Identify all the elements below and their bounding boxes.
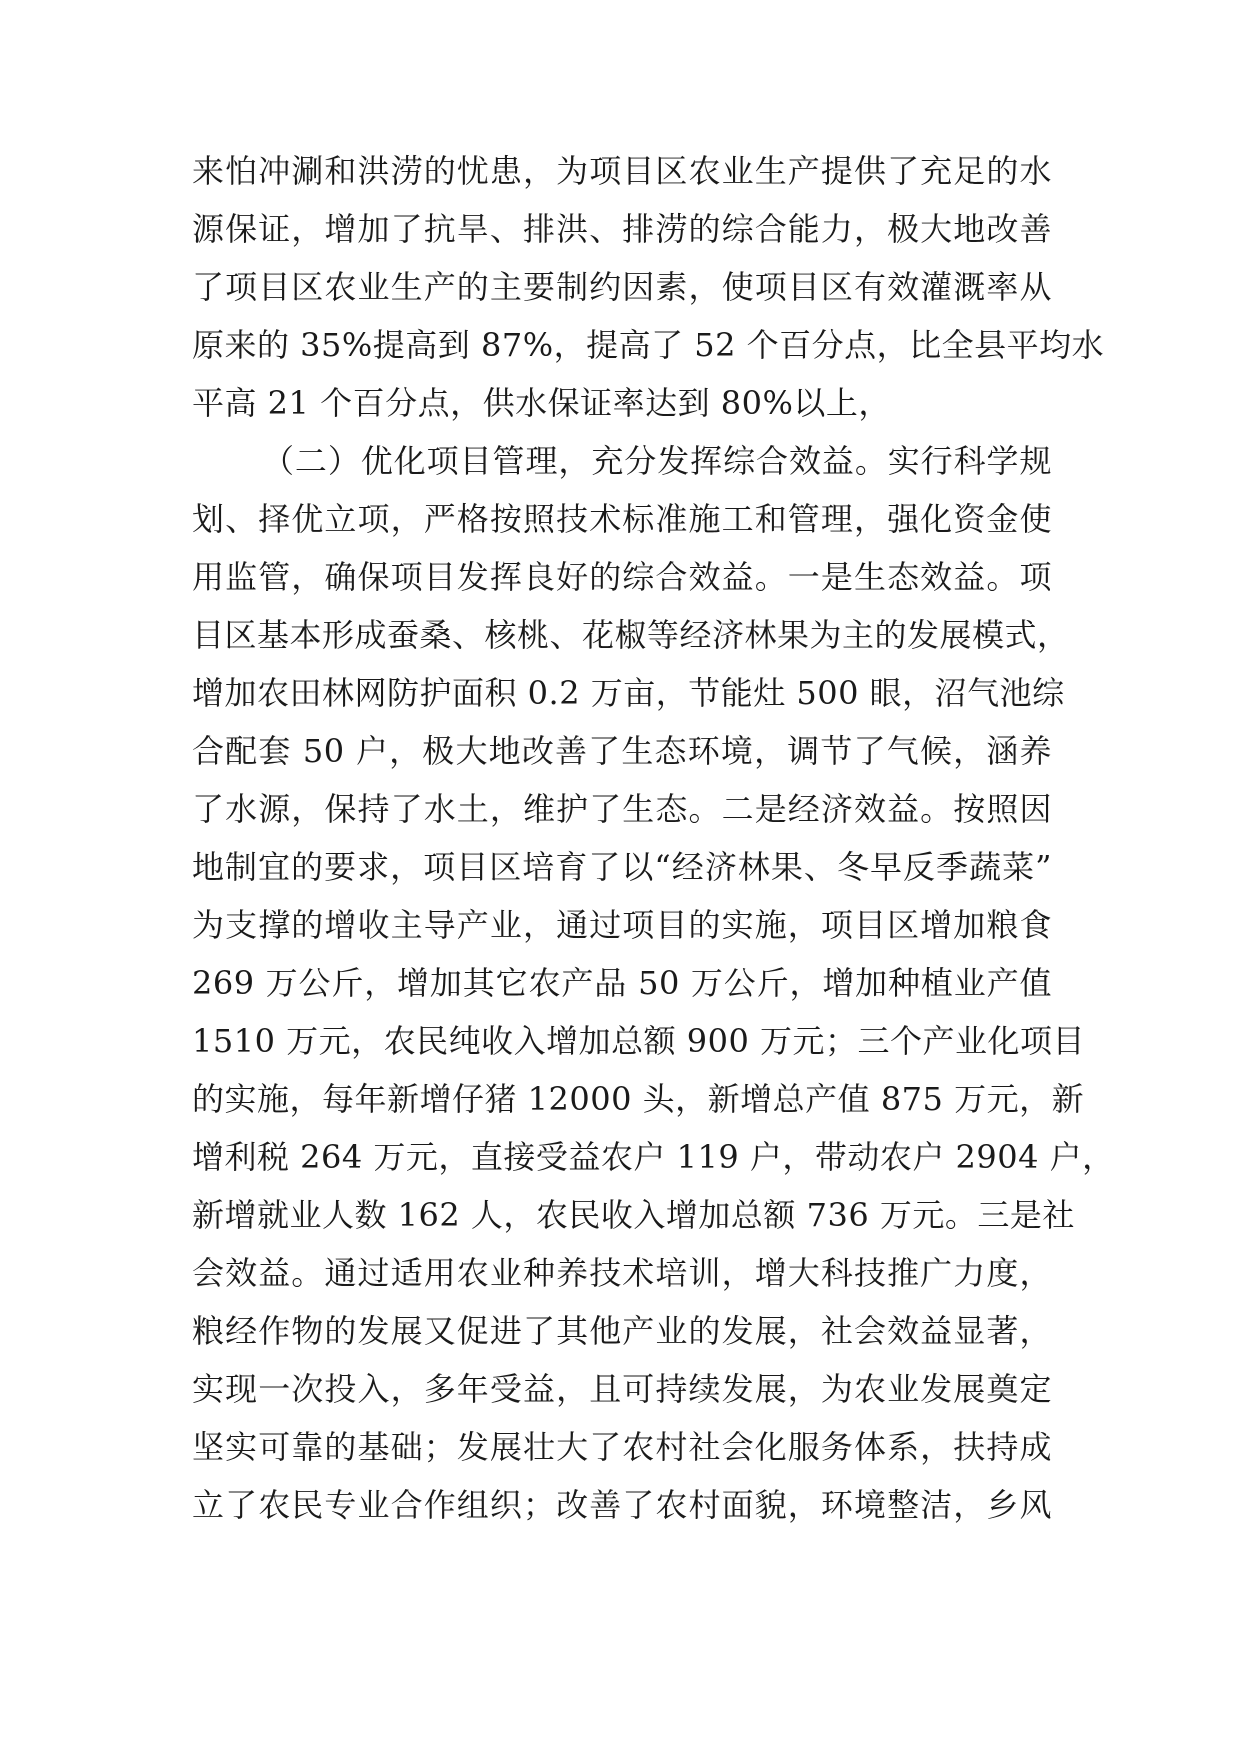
text-line: 了水源，保持了水土，维护了生态。二是经济效益。按照因 bbox=[192, 790, 1052, 828]
text-line: 实现一次投入，多年受益，且可持续发展，为农业发展奠定 bbox=[192, 1370, 1052, 1408]
text-line: 平高 21 个百分点，供水保证率达到 80%以上， bbox=[192, 384, 891, 422]
text-line: 原来的 35%提高到 87%，提高了 52 个百分点，比全县平均水 bbox=[192, 326, 1105, 364]
text-line: 会效益。通过适用农业种养技术培训，增大科技推广力度， bbox=[192, 1254, 1052, 1292]
text-line: 划、择优立项，严格按照技术标准施工和管理，强化资金使 bbox=[192, 500, 1052, 538]
text-line: 增加农田林网防护面积 0.2 万亩，节能灶 500 眼，沼气池综 bbox=[192, 674, 1065, 712]
text-line: 目区基本形成蚕桑、核桃、花椒等经济林果为主的发展模式， bbox=[192, 616, 1070, 654]
text-line: 用监管，确保项目发挥良好的综合效益。一是生态效益。项 bbox=[192, 558, 1052, 596]
text-line: 1510 万元，农民纯收入增加总额 900 万元；三个产业化项目 bbox=[192, 1022, 1086, 1060]
text-line: 地制宜的要求，项目区培育了以“经济林果、冬早反季蔬菜” bbox=[192, 848, 1052, 886]
text-line: 源保证，增加了抗旱、排洪、排涝的综合能力，极大地改善 bbox=[192, 210, 1052, 248]
paragraph-heading-line: （二）优化项目管理，充分发挥综合效益。实行科学规 bbox=[262, 442, 1052, 480]
text-line: 合配套 50 户，极大地改善了生态环境，调节了气候，涵养 bbox=[192, 732, 1052, 770]
text-line: 粮经作物的发展又促进了其他产业的发展，社会效益显著， bbox=[192, 1312, 1052, 1350]
text-line: 为支撑的增收主导产业，通过项目的实施，项目区增加粮食 bbox=[192, 906, 1052, 944]
text-line: 坚实可靠的基础；发展壮大了农村社会化服务体系，扶持成 bbox=[192, 1428, 1052, 1466]
text-line: 新增就业人数 162 人，农民收入增加总额 736 万元。三是社 bbox=[192, 1196, 1075, 1234]
text-line: 269 万公斤，增加其它农产品 50 万公斤，增加种植业产值 bbox=[192, 964, 1052, 1002]
text-line: 的实施，每年新增仔猪 12000 头，新增总产值 875 万元，新 bbox=[192, 1080, 1085, 1118]
text-line: 了项目区农业生产的主要制约因素，使项目区有效灌溉率从 bbox=[192, 268, 1052, 306]
text-line: 来怕冲涮和洪涝的忧患，为项目区农业生产提供了充足的水 bbox=[192, 152, 1052, 190]
text-line: 立了农民专业合作组织；改善了农村面貌，环境整洁，乡风 bbox=[192, 1486, 1052, 1524]
text-line: 增利税 264 万元，直接受益农户 119 户，带动农户 2904 户， bbox=[192, 1138, 1115, 1176]
